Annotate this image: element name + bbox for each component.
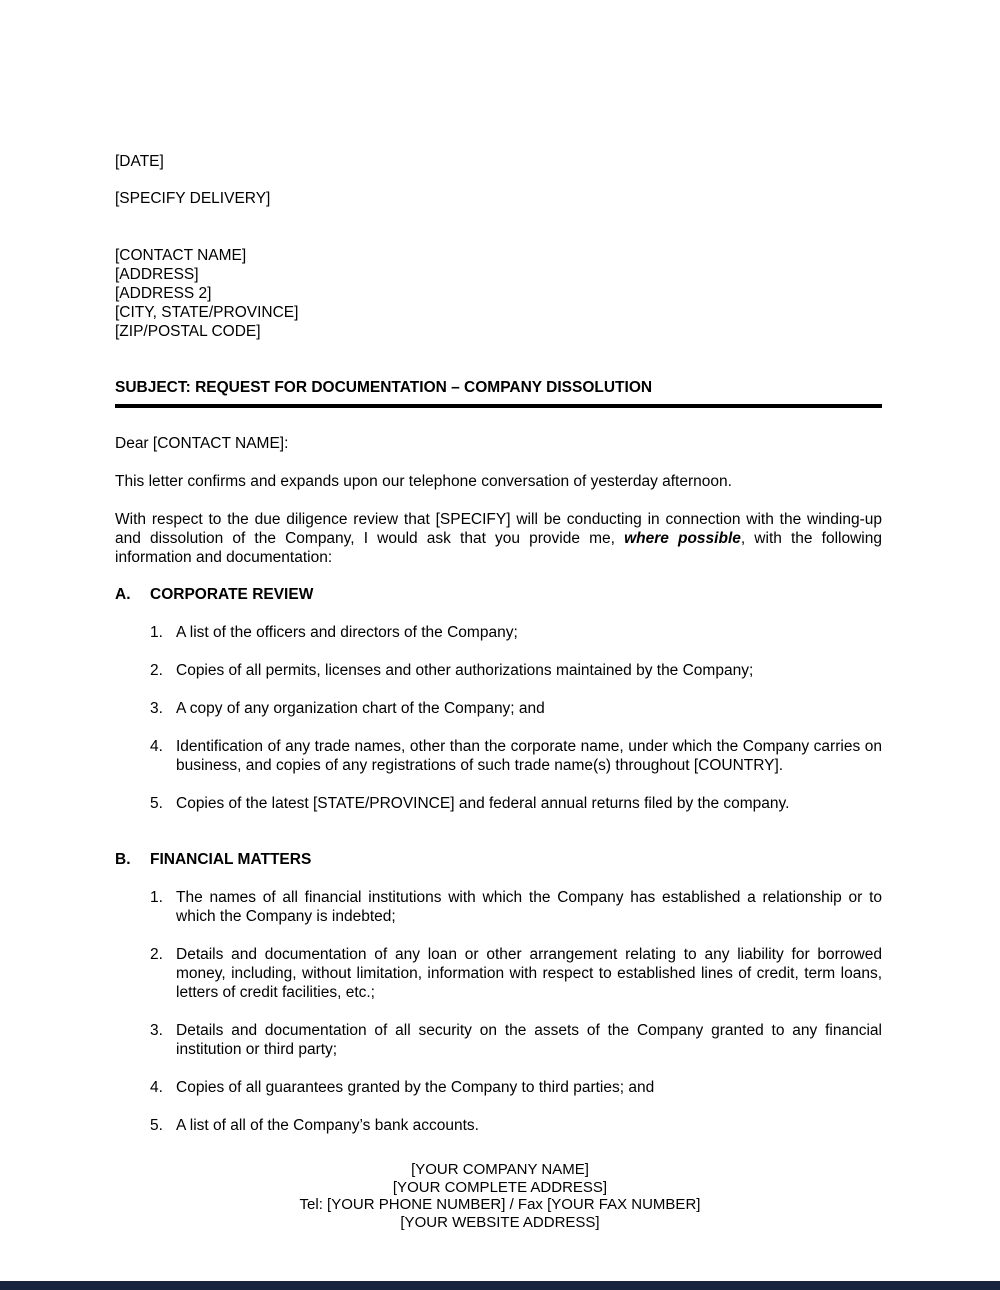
list-item	[150, 794, 882, 813]
recipient-name: [CONTACT NAME]	[115, 247, 247, 264]
subject-text: SUBJECT: REQUEST FOR DOCUMENTATION – COMPANY DISSOLUTION	[115, 379, 653, 396]
subject-line	[115, 378, 882, 408]
paragraph-2-text-before: With respect to the due diligence review that [SPECIFY] will be conducting in connection with the winding-up and dissolution of the Company, I would ask that you provide me,	[115, 511, 882, 547]
list-item-text: Copies of all guarantees granted by the Company to third parties; and	[176, 1079, 655, 1096]
list-item-number: 5.	[150, 1117, 163, 1134]
list-item-number: 4.	[150, 1079, 163, 1096]
bottom-accent-bar	[0, 1281, 1000, 1290]
paragraph-2	[115, 510, 882, 567]
list-item-text: Details and documentation of any loan or other arrangement relating to any liability for borrowed money, including, without limitation, information with respect to established lines of credit, term loans, letters of credit facilities, etc.;	[176, 946, 882, 1001]
list-item-text: The names of all financial institutions with which the Company has established a relationship or to which the Company is indebted;	[176, 889, 882, 925]
list-item-text: Copies of the latest [STATE/PROVINCE] and federal annual returns filed by the company.	[176, 795, 790, 812]
section-b-title: FINANCIAL MATTERS	[150, 851, 312, 868]
footer-website: [YOUR WEBSITE ADDRESS]	[400, 1213, 600, 1231]
list-item-number: 3.	[150, 700, 163, 717]
list-item-text: A list of all of the Company’s bank accounts.	[176, 1117, 479, 1134]
section-b-heading	[115, 850, 882, 869]
section-a-title: CORPORATE REVIEW	[150, 586, 314, 603]
list-item-number: 1.	[150, 889, 163, 906]
list-item-text: Identification of any trade names, other than the corporate name, under which the Company carries on business, and copies of any registrations of such trade name(s) throughout [COUNTRY].	[176, 738, 882, 774]
list-item	[150, 737, 882, 775]
section-a-label: A.	[115, 586, 131, 603]
recipient-city-state-province: [CITY, STATE/PROVINCE]	[115, 304, 299, 321]
list-item-number: 2.	[150, 946, 163, 963]
paragraph-2-emphasis: where possible	[624, 530, 741, 547]
section-b-label: B.	[115, 851, 131, 868]
list-item	[150, 699, 882, 718]
delivery-method-line: [SPECIFY DELIVERY]	[115, 190, 271, 207]
list-item-text: A list of the officers and directors of the Company;	[176, 624, 518, 641]
date-line: [DATE]	[115, 153, 164, 170]
list-item	[150, 888, 882, 926]
list-item	[150, 945, 882, 1002]
recipient-address-2: [ADDRESS 2]	[115, 285, 212, 302]
list-item-number: 2.	[150, 662, 163, 679]
list-item	[150, 1021, 882, 1059]
list-item-number: 4.	[150, 738, 163, 755]
list-item-number: 3.	[150, 1022, 163, 1039]
list-item	[150, 1116, 882, 1135]
list-item-text: Details and documentation of all security on the assets of the Company granted to any financial institution or third party;	[176, 1022, 882, 1058]
list-item-number: 1.	[150, 624, 163, 641]
footer-block	[0, 1161, 1000, 1231]
list-item	[150, 623, 882, 642]
section-a-heading	[115, 585, 882, 604]
paragraph-1: This letter confirms and expands upon our telephone conversation of yesterday afternoon.	[115, 473, 732, 490]
footer-phone-fax: Tel: [YOUR PHONE NUMBER] / Fax [YOUR FAX NUMBER]	[299, 1196, 701, 1213]
list-item-number: 5.	[150, 795, 163, 812]
list-item-text: A copy of any organization chart of the Company; and	[176, 700, 545, 717]
recipient-zip-postal-code: [ZIP/POSTAL CODE]	[115, 323, 261, 340]
salutation: Dear [CONTACT NAME]:	[115, 435, 289, 452]
list-item	[150, 1078, 882, 1097]
footer-company-name: [YOUR COMPANY NAME]	[411, 1161, 589, 1178]
paragraph-2-text-after: , with the following information and documentation:	[115, 530, 882, 566]
list-item-text: Copies of all permits, licenses and other authorizations maintained by the Company;	[176, 662, 754, 679]
list-item	[150, 661, 882, 680]
footer-company-address: [YOUR COMPLETE ADDRESS]	[392, 1178, 608, 1196]
recipient-address-1: [ADDRESS]	[115, 266, 199, 283]
recipient-address-block	[115, 246, 882, 341]
